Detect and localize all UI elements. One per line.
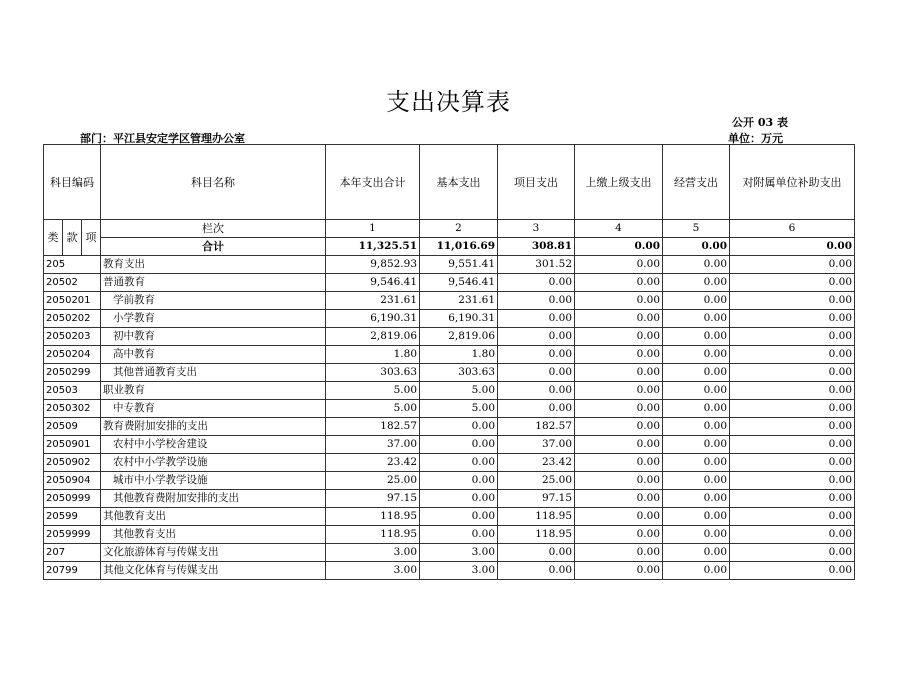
row-code: 2050302 bbox=[44, 400, 101, 418]
row-project: 0.00 bbox=[498, 310, 575, 328]
row-basic: 0.00 bbox=[420, 454, 498, 472]
header-business: 经营支出 bbox=[663, 145, 730, 220]
row-total: 1.80 bbox=[326, 346, 420, 364]
row-subsidy: 0.00 bbox=[730, 562, 855, 580]
table-row bbox=[44, 364, 855, 382]
table-row bbox=[44, 562, 855, 580]
row-name: 高中教育 bbox=[101, 346, 326, 364]
row-upper: 0.00 bbox=[575, 328, 663, 346]
row-total: 9,546.41 bbox=[326, 274, 420, 292]
row-subsidy: 0.00 bbox=[730, 364, 855, 382]
row-project: 0.00 bbox=[498, 382, 575, 400]
row-upper: 0.00 bbox=[575, 310, 663, 328]
table-row bbox=[44, 256, 855, 274]
table-row bbox=[44, 544, 855, 562]
row-total: 37.00 bbox=[326, 436, 420, 454]
col-index-1: 1 bbox=[326, 220, 420, 238]
row-business: 0.00 bbox=[663, 526, 730, 544]
total-basic: 11,016.69 bbox=[420, 238, 498, 256]
row-total: 303.63 bbox=[326, 364, 420, 382]
row-name: 城市中小学教学设施 bbox=[101, 472, 326, 490]
row-project: 0.00 bbox=[498, 400, 575, 418]
row-upper: 0.00 bbox=[575, 526, 663, 544]
row-project: 182.57 bbox=[498, 418, 575, 436]
row-business: 0.00 bbox=[663, 382, 730, 400]
row-upper: 0.00 bbox=[575, 256, 663, 274]
row-business: 0.00 bbox=[663, 400, 730, 418]
header-basic: 基本支出 bbox=[420, 145, 498, 220]
row-project: 23.42 bbox=[498, 454, 575, 472]
row-project: 25.00 bbox=[498, 472, 575, 490]
row-upper: 0.00 bbox=[575, 436, 663, 454]
row-upper: 0.00 bbox=[575, 346, 663, 364]
row-upper: 0.00 bbox=[575, 418, 663, 436]
total-upper: 0.00 bbox=[575, 238, 663, 256]
row-name: 学前教育 bbox=[101, 292, 326, 310]
row-business: 0.00 bbox=[663, 346, 730, 364]
row-code: 2050201 bbox=[44, 292, 101, 310]
row-upper: 0.00 bbox=[575, 364, 663, 382]
header-lei: 类 bbox=[44, 220, 63, 256]
row-basic: 0.00 bbox=[420, 490, 498, 508]
row-total: 118.95 bbox=[326, 526, 420, 544]
row-project: 0.00 bbox=[498, 544, 575, 562]
total-row bbox=[44, 238, 855, 256]
total-project: 308.81 bbox=[498, 238, 575, 256]
row-project: 0.00 bbox=[498, 562, 575, 580]
row-code: 2050204 bbox=[44, 346, 101, 364]
row-name: 其他文化体育与传媒支出 bbox=[101, 562, 326, 580]
row-basic: 0.00 bbox=[420, 508, 498, 526]
row-total: 5.00 bbox=[326, 382, 420, 400]
page-title: 支出决算表 bbox=[386, 88, 511, 116]
row-total: 23.42 bbox=[326, 454, 420, 472]
total-label: 合计 bbox=[101, 238, 326, 256]
table-row bbox=[44, 418, 855, 436]
row-subsidy: 0.00 bbox=[730, 436, 855, 454]
table-row bbox=[44, 274, 855, 292]
row-total: 6,190.31 bbox=[326, 310, 420, 328]
row-code: 2050999 bbox=[44, 490, 101, 508]
row-basic: 231.61 bbox=[420, 292, 498, 310]
total-total: 11,325.51 bbox=[326, 238, 420, 256]
row-code: 20509 bbox=[44, 418, 101, 436]
col-index-3: 3 bbox=[498, 220, 575, 238]
row-name: 小学教育 bbox=[101, 310, 326, 328]
row-code: 2050203 bbox=[44, 328, 101, 346]
row-project: 301.52 bbox=[498, 256, 575, 274]
row-project: 118.95 bbox=[498, 526, 575, 544]
row-business: 0.00 bbox=[663, 310, 730, 328]
row-code: 2059999 bbox=[44, 526, 101, 544]
row-basic: 9,546.41 bbox=[420, 274, 498, 292]
row-name: 中专教育 bbox=[101, 400, 326, 418]
row-business: 0.00 bbox=[663, 418, 730, 436]
row-subsidy: 0.00 bbox=[730, 274, 855, 292]
row-code: 20599 bbox=[44, 508, 101, 526]
row-subsidy: 0.00 bbox=[730, 526, 855, 544]
row-code: 20799 bbox=[44, 562, 101, 580]
row-subsidy: 0.00 bbox=[730, 418, 855, 436]
table-row bbox=[44, 490, 855, 508]
row-subsidy: 0.00 bbox=[730, 256, 855, 274]
row-business: 0.00 bbox=[663, 274, 730, 292]
row-business: 0.00 bbox=[663, 562, 730, 580]
row-upper: 0.00 bbox=[575, 508, 663, 526]
header-name: 科目名称 bbox=[101, 145, 326, 220]
unit-label: 单位：万元 bbox=[728, 132, 783, 145]
header-subsidy: 对附属单位补助支出 bbox=[730, 145, 855, 220]
table-row bbox=[44, 526, 855, 544]
row-total: 182.57 bbox=[326, 418, 420, 436]
table-row bbox=[44, 454, 855, 472]
row-subsidy: 0.00 bbox=[730, 310, 855, 328]
row-name: 其他教育支出 bbox=[101, 526, 326, 544]
row-subsidy: 0.00 bbox=[730, 328, 855, 346]
table-row bbox=[44, 310, 855, 328]
row-project: 0.00 bbox=[498, 364, 575, 382]
total-subsidy: 0.00 bbox=[730, 238, 855, 256]
row-name: 教育支出 bbox=[101, 256, 326, 274]
table-row bbox=[44, 508, 855, 526]
row-total: 118.95 bbox=[326, 508, 420, 526]
row-total: 25.00 bbox=[326, 472, 420, 490]
row-business: 0.00 bbox=[663, 454, 730, 472]
row-basic: 6,190.31 bbox=[420, 310, 498, 328]
row-code: 2050904 bbox=[44, 472, 101, 490]
row-subsidy: 0.00 bbox=[730, 292, 855, 310]
form-number: 公开 03 表 bbox=[732, 116, 788, 129]
header-project: 项目支出 bbox=[498, 145, 575, 220]
department-label: 部门：平江县安定学区管理办公室 bbox=[80, 132, 245, 145]
row-subsidy: 0.00 bbox=[730, 472, 855, 490]
row-basic: 0.00 bbox=[420, 418, 498, 436]
row-business: 0.00 bbox=[663, 328, 730, 346]
row-project: 0.00 bbox=[498, 274, 575, 292]
row-basic: 0.00 bbox=[420, 526, 498, 544]
row-project: 97.15 bbox=[498, 490, 575, 508]
row-total: 97.15 bbox=[326, 490, 420, 508]
row-total: 2,819.06 bbox=[326, 328, 420, 346]
row-upper: 0.00 bbox=[575, 292, 663, 310]
table-row bbox=[44, 346, 855, 364]
row-total: 9,852.93 bbox=[326, 256, 420, 274]
row-code: 20502 bbox=[44, 274, 101, 292]
row-project: 37.00 bbox=[498, 436, 575, 454]
header-total: 本年支出合计 bbox=[326, 145, 420, 220]
row-name: 其他教育支出 bbox=[101, 508, 326, 526]
row-name: 初中教育 bbox=[101, 328, 326, 346]
expenditure-table bbox=[43, 144, 855, 580]
table-row bbox=[44, 292, 855, 310]
row-business: 0.00 bbox=[663, 256, 730, 274]
col-index-5: 5 bbox=[663, 220, 730, 238]
row-subsidy: 0.00 bbox=[730, 508, 855, 526]
col-index-6: 6 bbox=[730, 220, 855, 238]
row-subsidy: 0.00 bbox=[730, 400, 855, 418]
header-upper: 上缴上级支出 bbox=[575, 145, 663, 220]
col-index-4: 4 bbox=[575, 220, 663, 238]
row-code: 207 bbox=[44, 544, 101, 562]
table-row bbox=[44, 400, 855, 418]
row-business: 0.00 bbox=[663, 436, 730, 454]
row-code: 2050202 bbox=[44, 310, 101, 328]
row-code: 20503 bbox=[44, 382, 101, 400]
row-code: 2050902 bbox=[44, 454, 101, 472]
row-subsidy: 0.00 bbox=[730, 346, 855, 364]
row-project: 0.00 bbox=[498, 346, 575, 364]
row-total: 3.00 bbox=[326, 544, 420, 562]
row-basic: 1.80 bbox=[420, 346, 498, 364]
row-name: 其他教育费附加安排的支出 bbox=[101, 490, 326, 508]
row-basic: 9,551.41 bbox=[420, 256, 498, 274]
row-subsidy: 0.00 bbox=[730, 490, 855, 508]
row-name: 农村中小学校舍建设 bbox=[101, 436, 326, 454]
row-code: 2050901 bbox=[44, 436, 101, 454]
row-name: 教育费附加安排的支出 bbox=[101, 418, 326, 436]
row-project: 118.95 bbox=[498, 508, 575, 526]
row-name: 普通教育 bbox=[101, 274, 326, 292]
row-upper: 0.00 bbox=[575, 382, 663, 400]
row-business: 0.00 bbox=[663, 544, 730, 562]
table-row bbox=[44, 382, 855, 400]
row-upper: 0.00 bbox=[575, 454, 663, 472]
row-project: 0.00 bbox=[498, 328, 575, 346]
header-lanci: 栏次 bbox=[101, 220, 326, 238]
row-business: 0.00 bbox=[663, 508, 730, 526]
row-project: 0.00 bbox=[498, 292, 575, 310]
row-basic: 3.00 bbox=[420, 562, 498, 580]
table-row bbox=[44, 328, 855, 346]
column-index-row bbox=[44, 220, 855, 238]
row-name: 文化旅游体育与传媒支出 bbox=[101, 544, 326, 562]
table-row bbox=[44, 436, 855, 454]
row-upper: 0.00 bbox=[575, 472, 663, 490]
row-upper: 0.00 bbox=[575, 400, 663, 418]
row-business: 0.00 bbox=[663, 292, 730, 310]
table-row bbox=[44, 472, 855, 490]
row-code: 205 bbox=[44, 256, 101, 274]
row-name: 职业教育 bbox=[101, 382, 326, 400]
header-code: 科目编码 bbox=[44, 145, 101, 220]
row-business: 0.00 bbox=[663, 364, 730, 382]
row-total: 3.00 bbox=[326, 562, 420, 580]
row-basic: 0.00 bbox=[420, 472, 498, 490]
row-total: 5.00 bbox=[326, 400, 420, 418]
row-basic: 303.63 bbox=[420, 364, 498, 382]
row-business: 0.00 bbox=[663, 472, 730, 490]
row-total: 231.61 bbox=[326, 292, 420, 310]
row-subsidy: 0.00 bbox=[730, 382, 855, 400]
row-upper: 0.00 bbox=[575, 274, 663, 292]
row-basic: 5.00 bbox=[420, 382, 498, 400]
header-xiang: 项 bbox=[82, 220, 101, 256]
header-kuan: 款 bbox=[63, 220, 82, 256]
row-upper: 0.00 bbox=[575, 562, 663, 580]
row-business: 0.00 bbox=[663, 490, 730, 508]
row-upper: 0.00 bbox=[575, 544, 663, 562]
row-basic: 5.00 bbox=[420, 400, 498, 418]
col-index-2: 2 bbox=[420, 220, 498, 238]
row-code: 2050299 bbox=[44, 364, 101, 382]
row-name: 农村中小学教学设施 bbox=[101, 454, 326, 472]
row-subsidy: 0.00 bbox=[730, 454, 855, 472]
row-name: 其他普通教育支出 bbox=[101, 364, 326, 382]
row-basic: 0.00 bbox=[420, 436, 498, 454]
row-upper: 0.00 bbox=[575, 490, 663, 508]
header-row bbox=[44, 145, 855, 220]
row-basic: 2,819.06 bbox=[420, 328, 498, 346]
row-basic: 3.00 bbox=[420, 544, 498, 562]
row-subsidy: 0.00 bbox=[730, 544, 855, 562]
total-business: 0.00 bbox=[663, 238, 730, 256]
